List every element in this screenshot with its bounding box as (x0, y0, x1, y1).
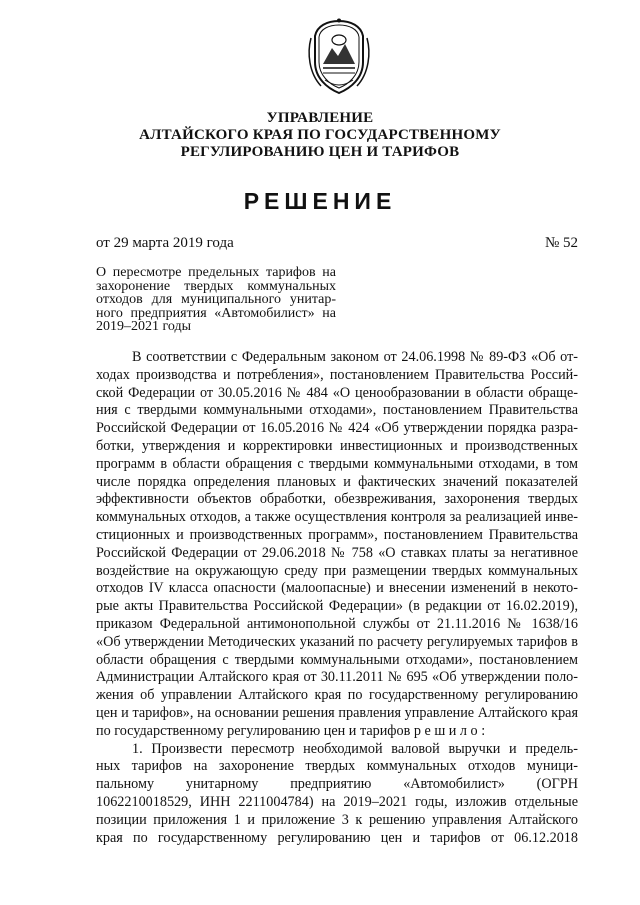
body-line: жения об управлении Алтайского края по государственному регулированию (96, 687, 578, 704)
coat-of-arms-emblem (305, 18, 373, 96)
body-line: В соответствии с Федеральным законом от 24.06.1998 № 89-ФЗ «Об от- (132, 349, 578, 365)
organization-name (0, 110, 640, 161)
subject-line: ного предприятия «Автомобилист» на (96, 305, 336, 321)
body-line: края по государственному регулированию цен и тарифов от 06.12.2018 (96, 829, 578, 846)
subject-line: отходов для муниципального унитар- (96, 292, 336, 308)
org-line: АЛТАЙСКОГО КРАЯ ПО ГОСУДАРСТВЕННОМУ (139, 127, 501, 143)
body-line: числе порядка определения плановых и фактических значений показателей (96, 473, 578, 490)
body-line: Администрации Алтайского края от 30.11.2011 № 695 «Об утверждении поло- (96, 669, 578, 686)
body-line: воздействие на окружающую среду при размещении твердых коммунальных (96, 562, 578, 579)
body-line: программ в области обращения с твердыми коммунальными отходами, в том (96, 455, 578, 472)
body-line: 1. Произвести пересмотр необходимой валовой выручки и предель- (132, 740, 578, 757)
body-line: пальному унитарному предприятию «Автомобилист» (ОГРН (96, 776, 578, 793)
body-line: приказом Федеральной антимонопольной службы от 21.11.2016 № 1638/16 (96, 615, 578, 632)
body-line: по государственному регулированию цен и тарифов р е ш и л о : (96, 722, 486, 739)
body-line: эффективности объектов обработки, обезвреживания, захоронения твердых (96, 491, 578, 508)
body-line: 1062210018529, ИНН 2211004784) на 2019–2021 годы, изложив отдельные (96, 793, 578, 810)
body-line: области обращения с твердыми коммунальными отходами», постановлением (96, 651, 578, 668)
org-line: РЕГУЛИРОВАНИЮ ЦЕН И ТАРИФОВ (180, 144, 460, 160)
document-title: РЕШЕНИЕ (243, 188, 397, 214)
body-line: ской Федерации от 30.05.2016 № 484 «О ценообразовании в области обраще- (96, 384, 578, 401)
subject-line: захоронение твердых коммунальных (96, 278, 336, 294)
body-line: коммунальных отходов, а также осуществления контроля за реализацией инве- (96, 509, 578, 526)
body-line: ботки, утверждения и корректировки инвестиционных и производственных (96, 437, 578, 454)
body-line: цен и тарифов», на основании решения правления управление Алтайского края (96, 704, 578, 721)
body-line: позиции приложения 1 и приложение 3 к решению управления Алтайского (96, 811, 578, 828)
org-line: УПРАВЛЕНИЕ (266, 110, 374, 126)
body-line: Российской Федерации от 16.05.2016 № 424 «Об утверждении порядка разра- (96, 420, 578, 437)
body-line: «Об утверждении Методических указаний по расчету регулируемых тарифов в (96, 633, 578, 650)
document-subject (96, 266, 336, 334)
document-date: от 29 марта 2019 года (96, 235, 234, 251)
subject-line: О пересмотре предельных тарифов на (96, 265, 336, 280)
body-line: отходов IV класса опасности (малоопасные) и внесении изменений в некото- (96, 580, 578, 597)
body-line: ходах производства и потребления», постановлением Правительства Россий- (96, 366, 578, 383)
document-number: № 52 (544, 235, 578, 251)
document-body (96, 349, 578, 847)
body-line: ных тарифов на захоронение твердых коммунальных отходов муници- (96, 758, 578, 775)
body-line: стиционных и производственных программ», постановлением Правительства (96, 526, 578, 543)
body-line: ния с твердыми коммунальными отходами», постановлением Правительства (96, 402, 578, 419)
subject-line: 2019–2021 годы (96, 319, 192, 335)
body-line: Российской Федерации от 29.06.2018 № 758 «О ставках платы за негативное (96, 544, 578, 561)
body-line: рые акты Правительства Российской Федерации» (в редакции от 16.02.2019), (96, 598, 578, 615)
